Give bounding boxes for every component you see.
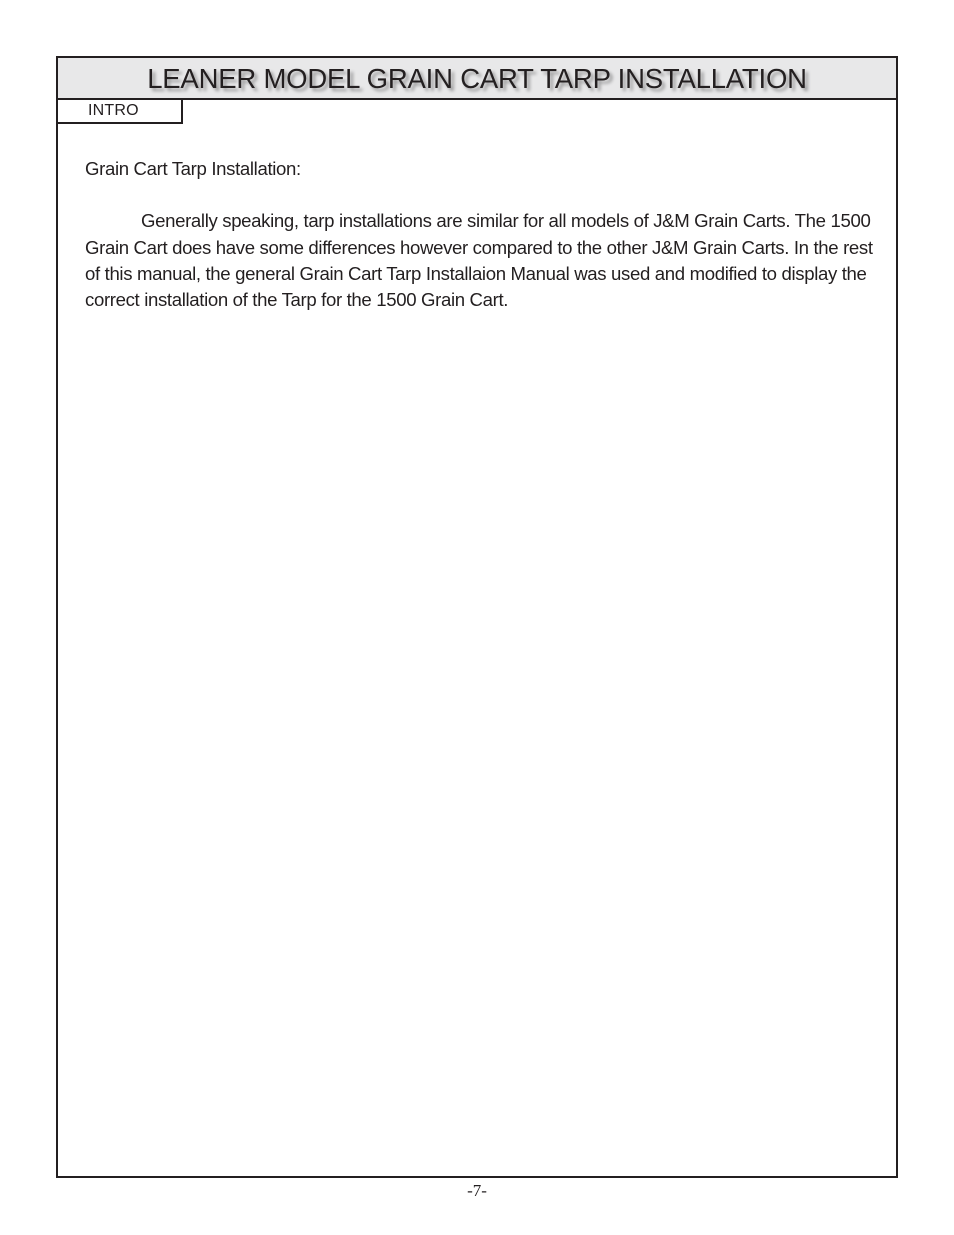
page-number: -7- xyxy=(467,1181,487,1200)
page-frame xyxy=(56,56,898,1178)
page-title: LEANER MODEL GRAIN CART TARP INSTALLATION xyxy=(147,63,807,94)
title-bar xyxy=(58,58,896,100)
section-tab-label: INTRO xyxy=(88,102,139,119)
intro-paragraph: Generally speaking, tarp installations are similar for all models of J&M Grain Carts. The 1500 Grain Cart does have some differences however compared to the other J&M Grain Carts. In the rest of this manual, the general Grain Cart Tarp Installaion Manual was used and modified to display the correct installation of the Tarp for the 1500 Grain Cart. xyxy=(85,210,873,311)
content-body xyxy=(85,156,875,313)
section-tab xyxy=(58,100,183,124)
content-heading: Grain Cart Tarp Installation: xyxy=(85,158,301,179)
